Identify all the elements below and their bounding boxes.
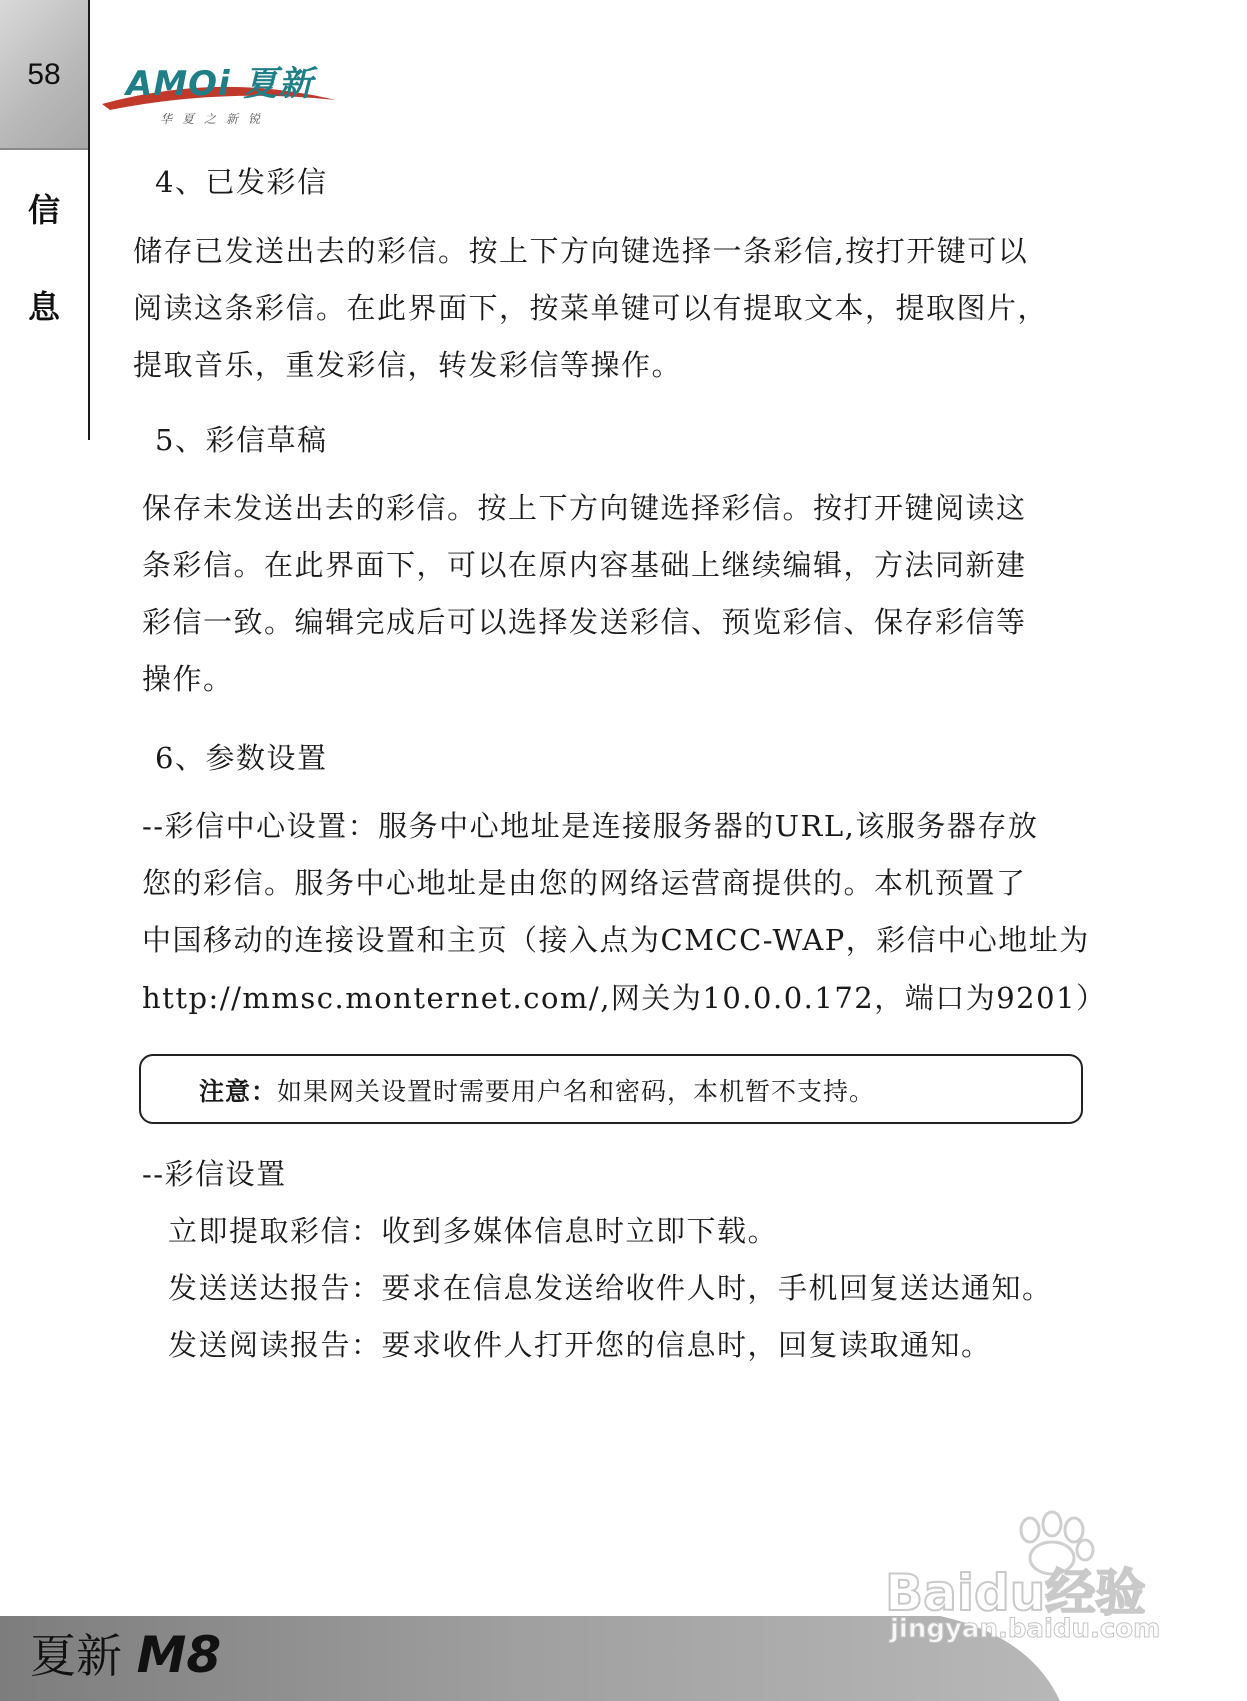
settings-item: 立即提取彩信：收到多媒体信息时立即下载。	[168, 1214, 779, 1248]
note-body: 如果网关设置时需要用户名和密码，本机暂不支持。	[277, 1077, 876, 1106]
note-box	[139, 1054, 1083, 1124]
paragraph-line: 您的彩信。服务中心地址是由您的网络运营商提供的。本机预置了	[142, 866, 1027, 900]
paragraph-line: --彩信中心设置：服务中心地址是连接服务器的URL,该服务器存放	[142, 809, 1039, 843]
watermark-text: Baidu经验	[885, 1564, 1146, 1622]
settings-item: 发送阅读报告：要求收件人打开您的信息时，回复读取通知。	[168, 1328, 992, 1362]
paragraph-line: 条彩信。在此界面下，可以在原内容基础上继续编辑，方法同新建	[142, 548, 1027, 582]
settings-item: 发送送达报告：要求在信息发送给收件人时，手机回复送达通知。	[168, 1271, 1053, 1305]
paragraph-line: 保存未发送出去的彩信。按上下方向键选择彩信。按打开键阅读这	[142, 491, 1027, 525]
note-text	[199, 1072, 875, 1108]
paragraph-line: http://mmsc.monternet.com/,网关为10.0.0.172，端口为9201）	[142, 981, 1107, 1015]
paragraph-line: 中国移动的连接设置和主页（接入点为CMCC-WAP，彩信中心地址为	[142, 923, 1090, 957]
logo-brand: AMOi 夏新	[126, 64, 314, 104]
section-heading: 6、参数设置	[155, 741, 328, 775]
paragraph-line: 阅读这条彩信。在此界面下，按菜单键可以有提取文本，提取图片，	[133, 291, 1049, 325]
footer-title	[30, 1620, 221, 1686]
side-label-char-2: 息	[27, 288, 60, 326]
paragraph-line: 彩信一致。编辑完成后可以选择发送彩信、预览彩信、保存彩信等	[142, 605, 1027, 639]
side-label-char-1: 信	[27, 191, 60, 229]
logo-slogan: 华夏之新锐	[160, 112, 271, 126]
paragraph-line: 提取音乐，重发彩信，转发彩信等操作。	[133, 348, 683, 382]
side-rule	[88, 0, 90, 440]
section-heading: 4、已发彩信	[155, 165, 328, 199]
paragraph-line: 储存已发送出去的彩信。按上下方向键选择一条彩信,按打开键可以	[133, 234, 1029, 268]
settings-heading: --彩信设置	[142, 1157, 287, 1191]
footer-brand: 夏新	[30, 1629, 122, 1683]
watermark-url: jingyan.baidu.com	[890, 1614, 1161, 1644]
page-number: 58	[27, 58, 61, 91]
amoi-logo	[100, 50, 340, 134]
footer-model: M8	[136, 1626, 222, 1684]
section-heading: 5、彩信草稿	[155, 423, 328, 457]
paragraph-line: 操作。	[142, 662, 234, 696]
note-label: 注意：	[199, 1077, 278, 1106]
